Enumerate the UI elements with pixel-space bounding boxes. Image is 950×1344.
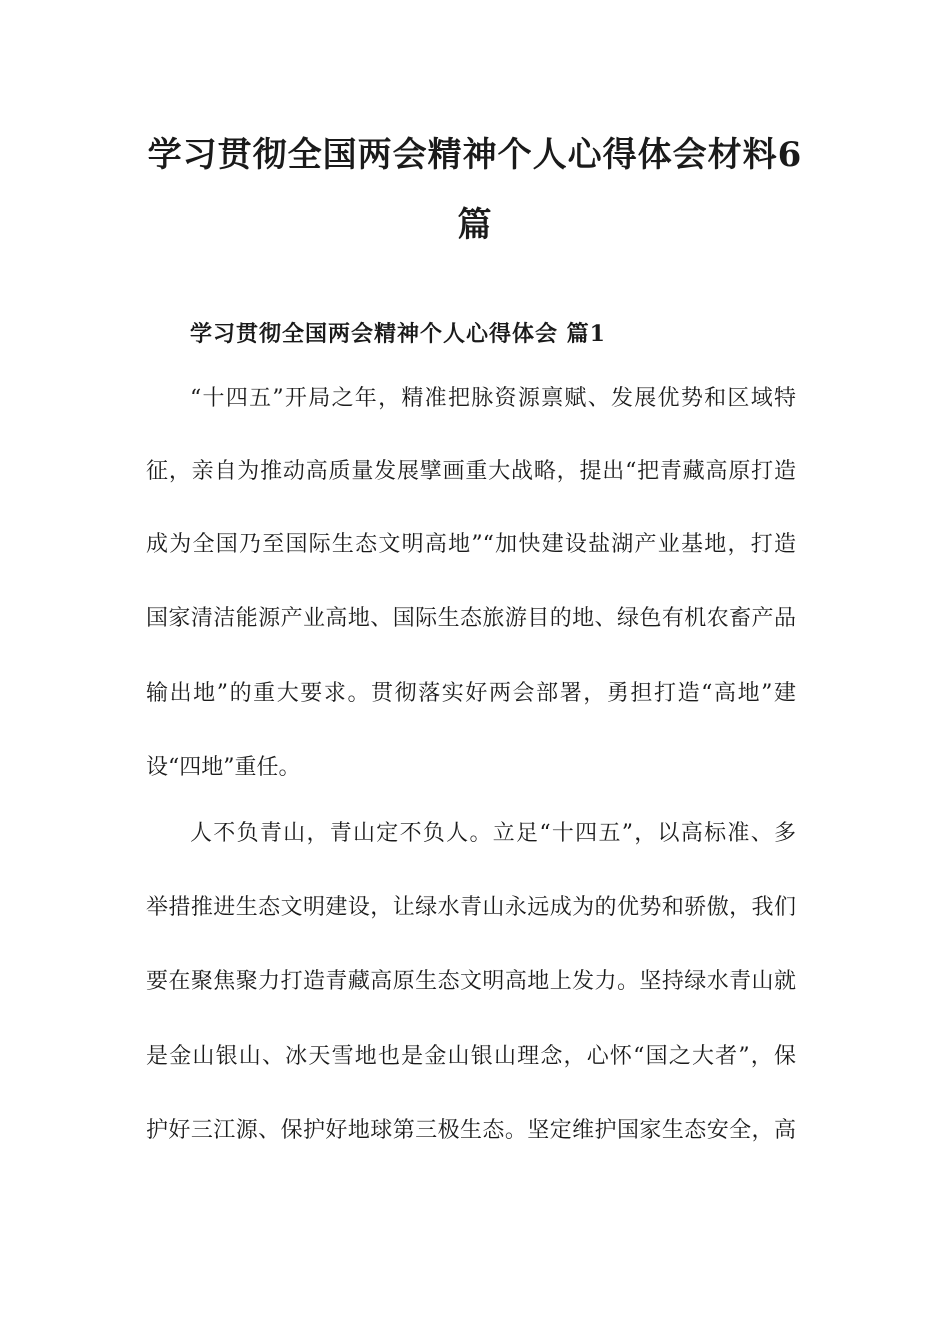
paragraph-line: “十四五”开局之年，精准把脉资源禀赋、发展优势和区域特 xyxy=(190,386,796,411)
paragraph-line: 人不负青山，青山定不负人。立足“十四五”，以高标准、多 xyxy=(190,821,796,846)
paragraph-line: 举措推进生态文明建设，让绿水青山永远成为的优势和骄傲，我们 xyxy=(146,895,796,920)
paragraph-line: 要在聚焦聚力打造青藏高原生态文明高地上发力。坚持绿水青山就 xyxy=(146,969,796,994)
paragraph-line: 是金山银山、冰天雪地也是金山银山理念，心怀“国之大者”，保 xyxy=(146,1044,796,1069)
paragraph-line: 输出地”的重大要求。贯彻落实好两会部署，勇担打造“高地”建 xyxy=(146,681,796,706)
document-title-continued: 篇 xyxy=(457,205,493,245)
paragraph-line: 国家清洁能源产业高地、国际生态旅游目的地、绿色有机农畜产品 xyxy=(146,606,796,631)
section-heading: 学习贯彻全国两会精神个人心得体会 篇1 xyxy=(190,321,606,347)
paragraph-line: 征，亲自为推动高质量发展擘画重大战略，提出“把青藏高原打造 xyxy=(146,459,796,484)
paragraph-line: 成为全国乃至国际生态文明高地”“加快建设盐湖产业基地，打造 xyxy=(146,532,796,557)
document-title: 学习贯彻全国两会精神个人心得体会材料6 xyxy=(147,135,803,175)
paragraph-line: 设“四地”重任。 xyxy=(146,755,301,780)
paragraph-line: 护好三江源、保护好地球第三极生态。坚定维护国家生态安全，高 xyxy=(146,1118,796,1143)
